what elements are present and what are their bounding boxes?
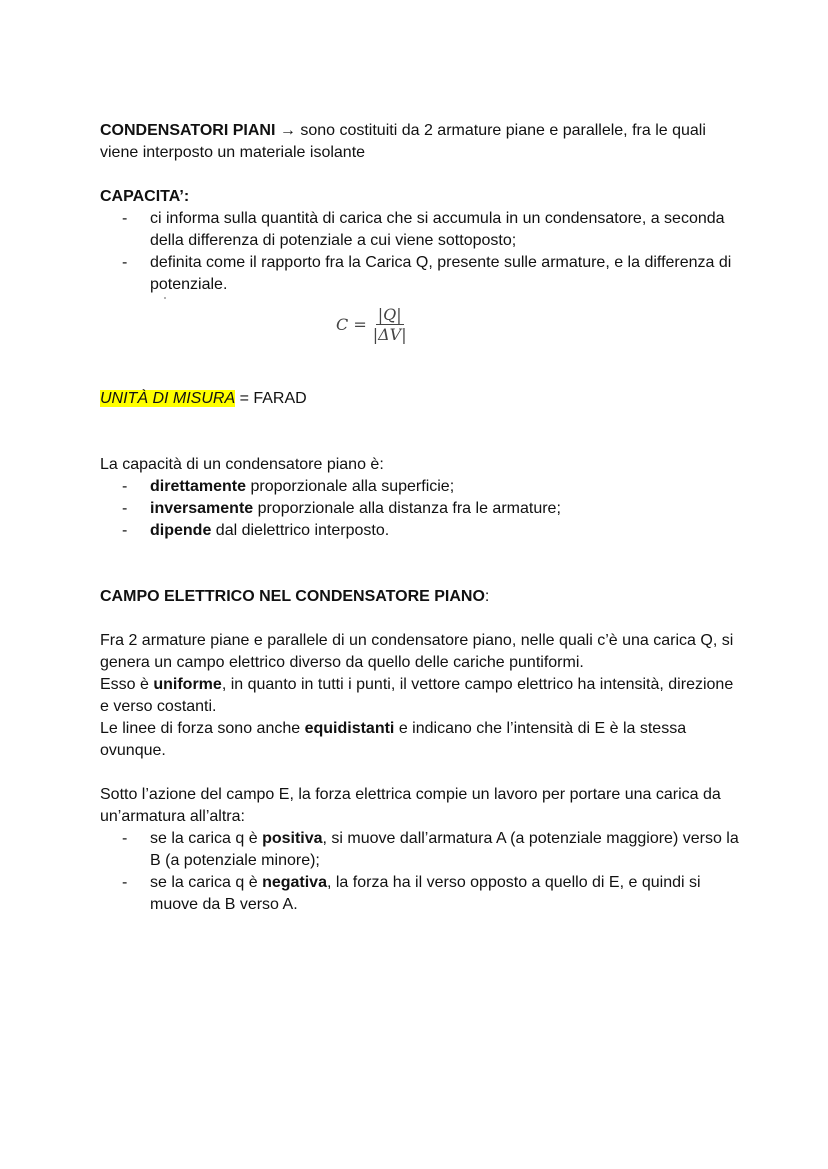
intro-text: sono costituiti da 2 armature piane e parallele, fra le quali viene interposto un materiale isolante [100,122,706,161]
intro-paragraph [100,120,740,164]
list-item-bold: inversamente [150,500,254,517]
formula-fraction [373,306,407,344]
list-item [100,498,740,520]
capacita-list [100,208,740,296]
campo-paragraph-1: Fra 2 armature piane e parallele di un condensatore piano, nelle quali c’è una carica Q, si genera un campo elettrico diverso da quello delle cariche puntiformi. [100,632,734,671]
list-item [100,828,740,872]
capacita-heading: CAPACITA’: [100,188,190,205]
list-item-bold: negativa [262,874,327,891]
campo-p3-pre: Le linee di forza sono anche [100,720,305,737]
capacitance-formula [100,296,740,376]
campo-p3-bold: equidistanti [304,720,395,737]
campo-p2-bold: uniforme [153,676,222,693]
list-item-text: definita come il rapporto fra la Carica Q, presente sulle armature, e la differenza di potenziale. [150,254,732,293]
list-item-text: ci informa sulla quantità di carica che si accumula in un condensatore, a seconda della differenza di potenziale a cui viene sottoposto; [150,210,725,249]
list-item [100,252,740,296]
formula-numerator: |Q| [377,305,402,324]
formula-denominator: |ΔV| [372,325,407,344]
campo-paragraph-2 [100,674,740,718]
list-dash: - [122,254,128,271]
campo-p2-post: , in quanto in tutti i punti, il vettore campo elettrico ha intensità, direzione e verso costanti. [100,676,734,715]
list-item [100,476,740,498]
list-item [100,520,740,542]
capacita-piano-intro: La capacità di un condensatore piano è: [100,456,384,473]
intro-title: CONDENSATORI PIANI [100,122,276,139]
campo-p2-pre: Esso è [100,676,154,693]
capacita-piano-list [100,476,740,542]
stray-dot [164,297,166,299]
lavoro-list [100,828,740,916]
list-item [100,872,740,916]
list-dash: - [122,874,128,891]
list-item-text: proporzionale alla superficie; [246,478,455,495]
formula-expression [336,306,407,344]
list-dash: - [122,830,128,847]
list-dash: - [122,478,128,495]
unita-line [100,388,740,410]
list-item-text: se la carica q è [150,874,263,891]
list-dash: - [122,500,128,517]
campo-p3-post: e indicano che l’intensità di E è la stessa ovunque. [100,720,687,759]
list-item-text: proporzionale alla distanza fra le armature; [253,500,561,517]
lavoro-intro: Sotto l’azione del campo E, la forza elettrica compie un lavoro per portare una carica da un’armatura all’altra: [100,786,721,825]
list-item-bold: dipende [150,522,212,539]
unita-label: UNITÀ DI MISURA [100,390,236,407]
list-item-text: , si muove dall’armatura A (a potenziale maggiore) verso la B (a potenziale minore); [150,830,739,869]
formula-lhs: C = [336,315,367,334]
campo-heading: CAMPO ELETTRICO NEL CONDENSATORE PIANO [100,588,485,605]
list-dash: - [122,210,128,227]
list-item-bold: positiva [262,830,323,847]
document-page [100,120,740,916]
list-item-text: dal dielettrico interposto. [211,522,390,539]
campo-heading-line [100,586,740,608]
campo-paragraph-3 [100,718,740,762]
list-item-text: , la forza ha il verso opposto a quello di E, e quindi si muove da B verso A. [150,874,701,913]
list-dash: - [122,522,128,539]
arrow-icon: → [279,122,296,139]
list-item [100,208,740,252]
list-item-text: se la carica q è [150,830,263,847]
unita-value: = FARAD [235,390,307,407]
list-item-bold: direttamente [150,478,247,495]
campo-heading-colon: : [484,588,490,605]
